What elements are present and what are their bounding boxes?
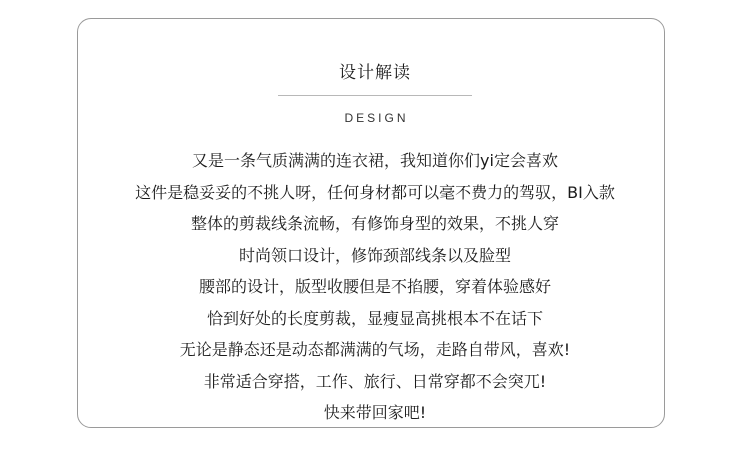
description-line: 非常适合穿搭，工作、旅行、日常穿都不会突兀!	[203, 371, 547, 391]
description-line: 恰到好处的长度剪裁，显瘦显高挑根本不在话下	[206, 308, 543, 328]
description-line: 这件是稳妥妥的不挑人呀，任何身材都可以毫不费力的驾驭，BI入款	[135, 182, 615, 202]
description-line: 快来带回家吧!	[323, 403, 427, 422]
title-divider	[278, 95, 472, 96]
description-list	[0, 145, 750, 429]
description-line: 腰部的设计，版型收腰但是不掐腰，穿着体验感好	[198, 277, 551, 296]
description-line: 时尚领口设计，修饰颈部线条以及脸型	[238, 245, 511, 265]
description-line: 无论是静态还是动态都满满的气场，走路自带风，喜欢!	[179, 340, 571, 359]
section-title: 设计解读	[339, 63, 411, 83]
description-line: 整体的剪裁线条流畅，有修饰身型的效果，不挑人穿	[190, 214, 559, 233]
description-line: 又是一条气质满满的连衣裙，我知道你们yi定会喜欢	[192, 151, 558, 170]
section-subtitle: DESIGN	[344, 111, 409, 125]
